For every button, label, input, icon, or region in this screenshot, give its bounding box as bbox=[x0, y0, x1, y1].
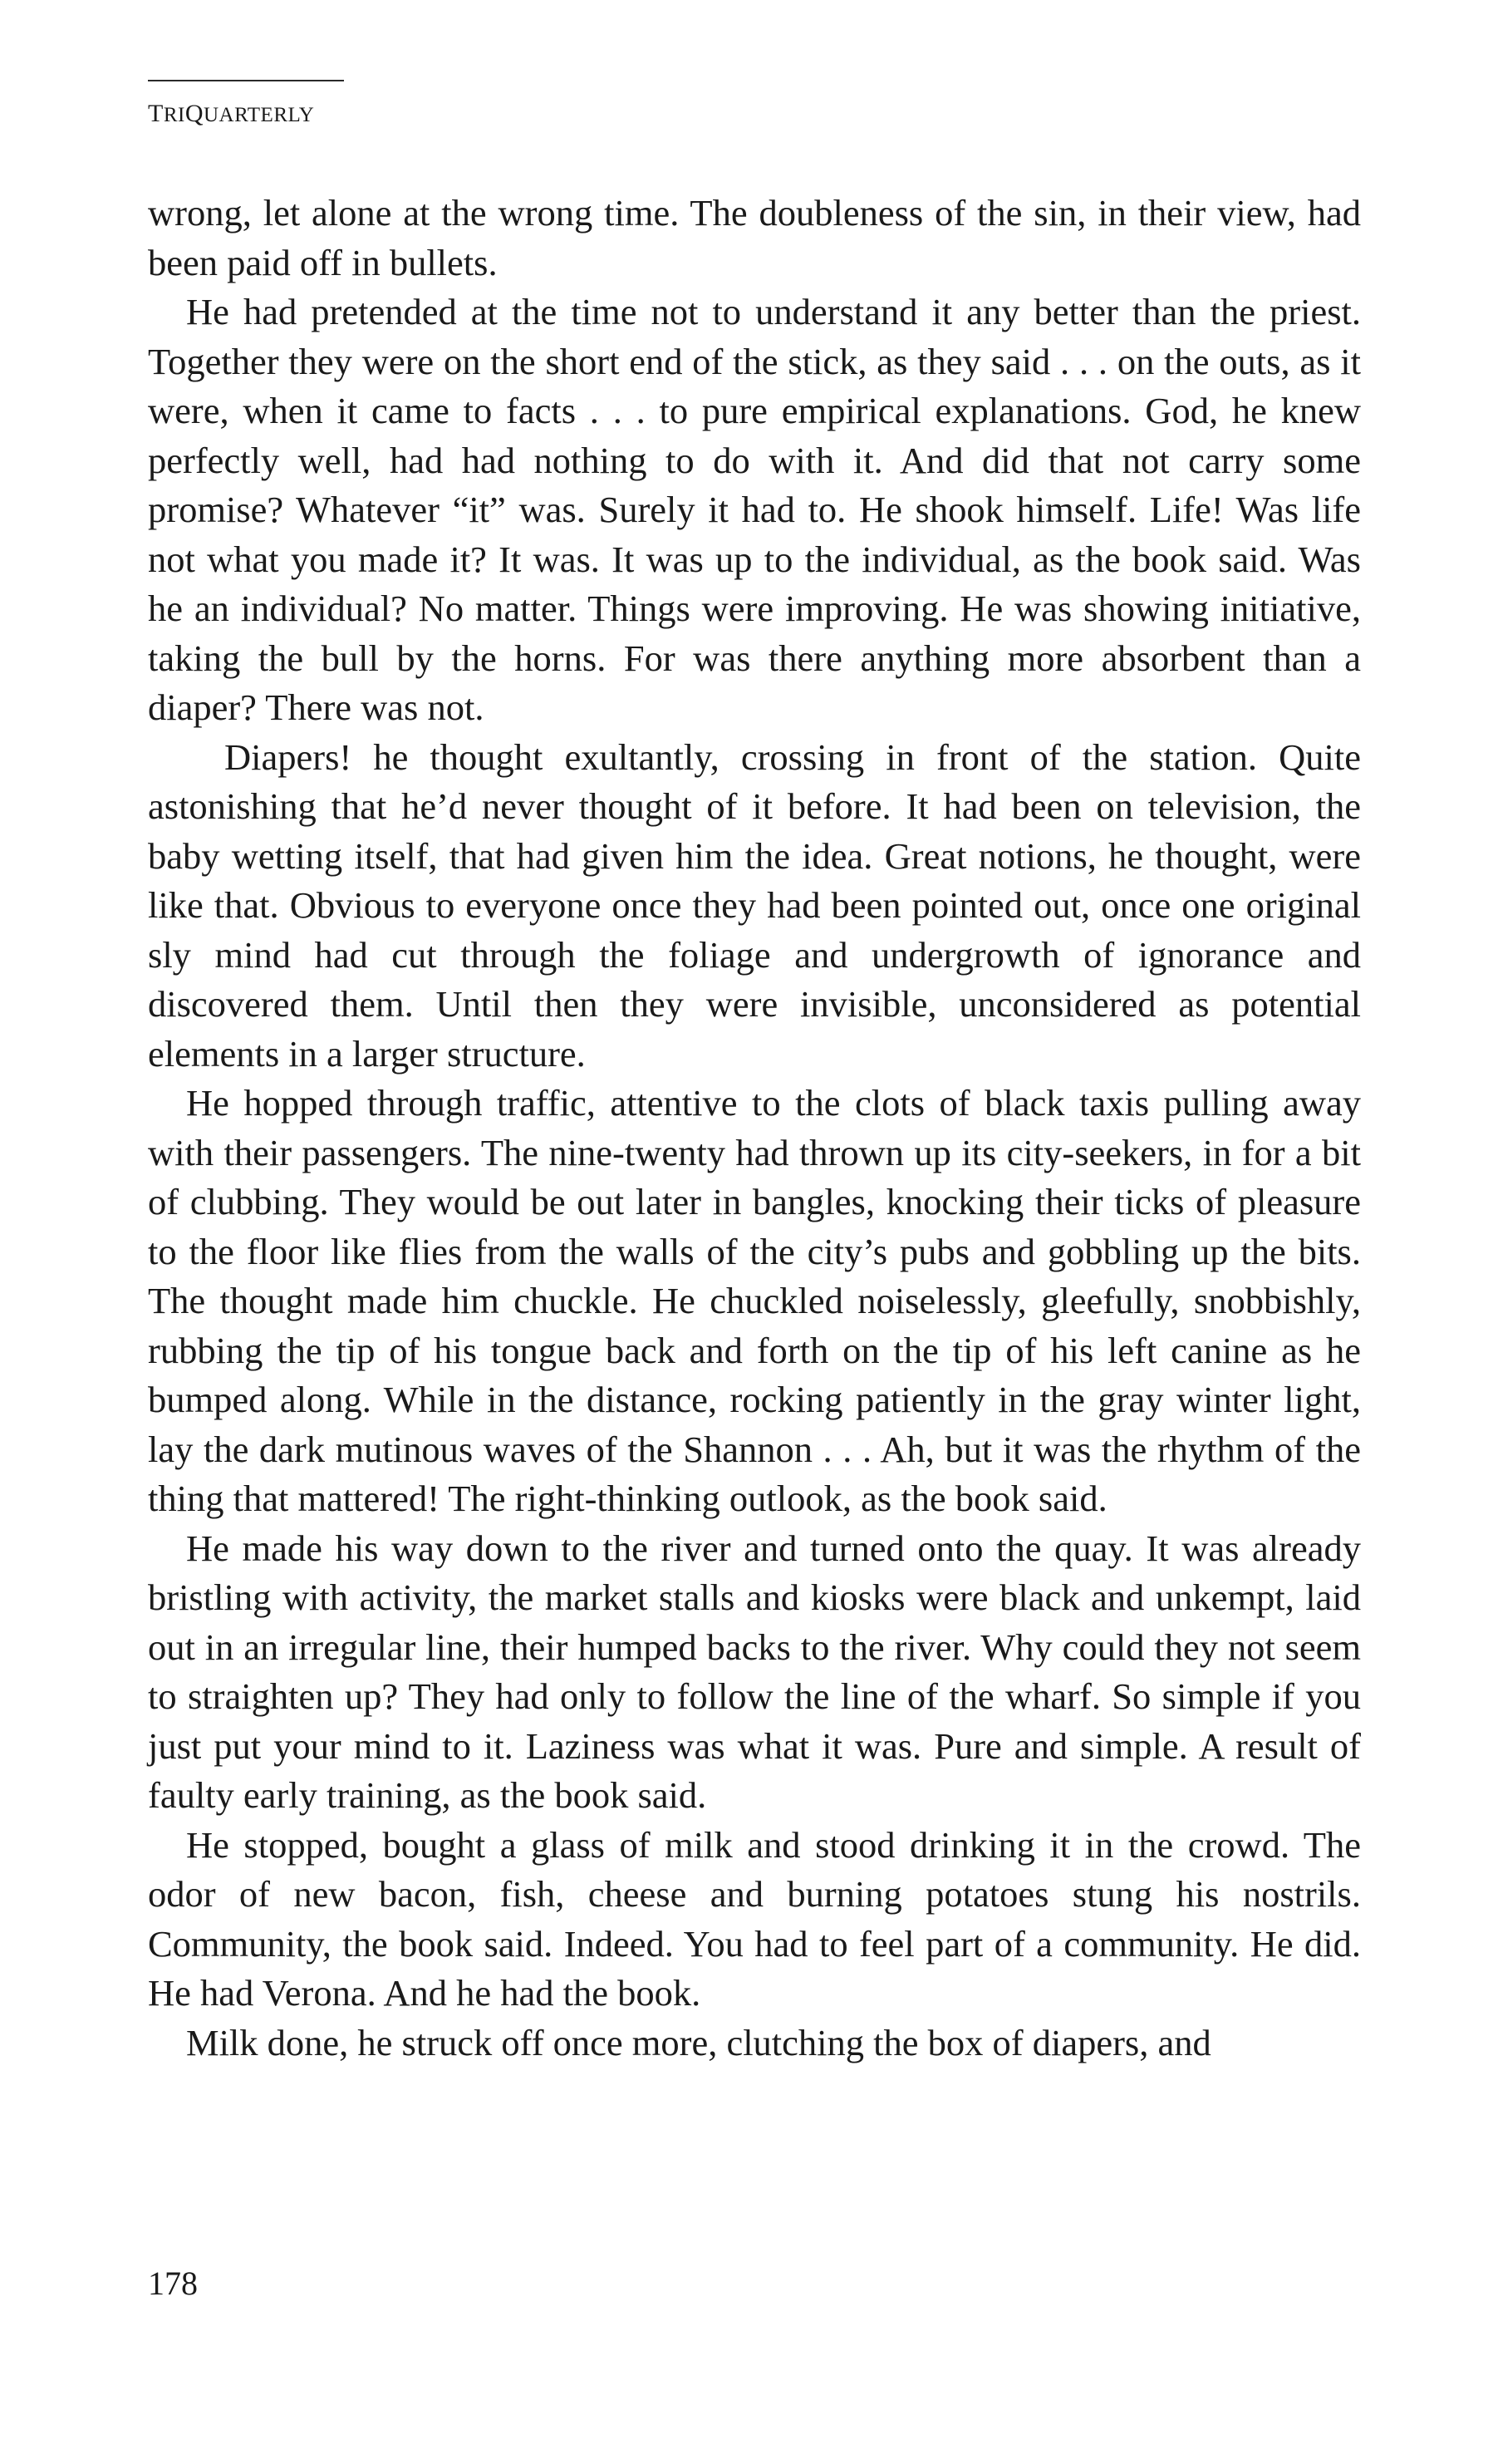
page-number: 178 bbox=[148, 2265, 198, 2302]
running-head-uarterly: UARTERLY bbox=[204, 104, 315, 126]
paragraph-6: He stopped, bought a glass of milk and stood drinking it in the crowd. The odor of new bacon, fish, cheese and burning potatoes stung his nostrils. Community, the book said. Indeed. You had to feel part of a community. He did. He had Verona. And he had the book. bbox=[148, 1823, 1361, 2014]
body-text bbox=[148, 189, 1361, 2068]
paragraph-7: Milk done, he struck off once more, clutching the box of diapers, and bbox=[186, 2021, 1211, 2063]
running-head-ri: RI bbox=[163, 104, 185, 126]
paragraph-1-continued: wrong, let alone at the wrong time. The doubleness of the sin, in their view, had been paid off in bullets. bbox=[148, 192, 1361, 283]
paragraph-2: He had pretended at the time not to understand it any better than the priest. Together they were on the short end of the stick, as they said . . . on the outs, as it were, when it came to facts . . . to pure empirical explanations. God, he knew perfectly well, had had nothing to do with it. And did that not carry some promise? Whatever “it” was. Surely it had to. He shook himself. Life! Was life not what you made it? It was. It was up to the individual, as the book said. Was he an individual? No matter. Things were improving. He was showing initiative, taking the bull by the horns. For was there anything more absorbent than a diaper? There was not. bbox=[148, 291, 1361, 728]
running-head bbox=[148, 80, 344, 126]
running-head-initial-q: Q bbox=[184, 100, 204, 127]
paragraph-5: He made his way down to the river and turned onto the quay. It was already bristling with activity, the market stalls and kiosks were black and unkempt, laid out in an irregular line, their humped backs to the river. Why could they not seem to straighten up? They had only to follow the line of the wharf. So simple if you just put your mind to it. Laziness was what it was. Pure and simple. A result of faulty early training, as the book said. bbox=[148, 1527, 1361, 1816]
paragraph-4: He hopped through traffic, attentive to the clots of black taxis pulling away with their passengers. The nine-twenty had thrown up its city-seekers, in for a bit of clubbing. They would be out later in bangles, knocking their ticks of pleasure to the floor like flies from the walls of the city’s pubs and gobbling up the bits. The thought made him chuckle. He chuckled noiselessly, gleefully, snobbishly, rubbing the tip of his tongue back and forth on the tip of his left canine as he bumped along. While in the distance, rocking patiently in the gray winter light, lay the dark mutinous waves of the Shannon . . . Ah, but it was the rhythm of the thing that mattered! The right-thinking outlook, as the book said. bbox=[148, 1082, 1361, 1519]
paragraph-3: Diapers! he thought exultantly, crossing in front of the station. Quite astonishing that he’d never thought of it before. It had been on television, the baby wetting itself, that had given him the idea. Great notions, he thought, were like that. Obvious to everyone once they had been pointed out, once one original sly mind had cut through the foliage and undergrowth of ignorance and discovered them. Until then they were invisible, unconsidered as potential elements in a larger structure. bbox=[148, 735, 1361, 1075]
running-head-initial-t: T bbox=[148, 100, 164, 127]
